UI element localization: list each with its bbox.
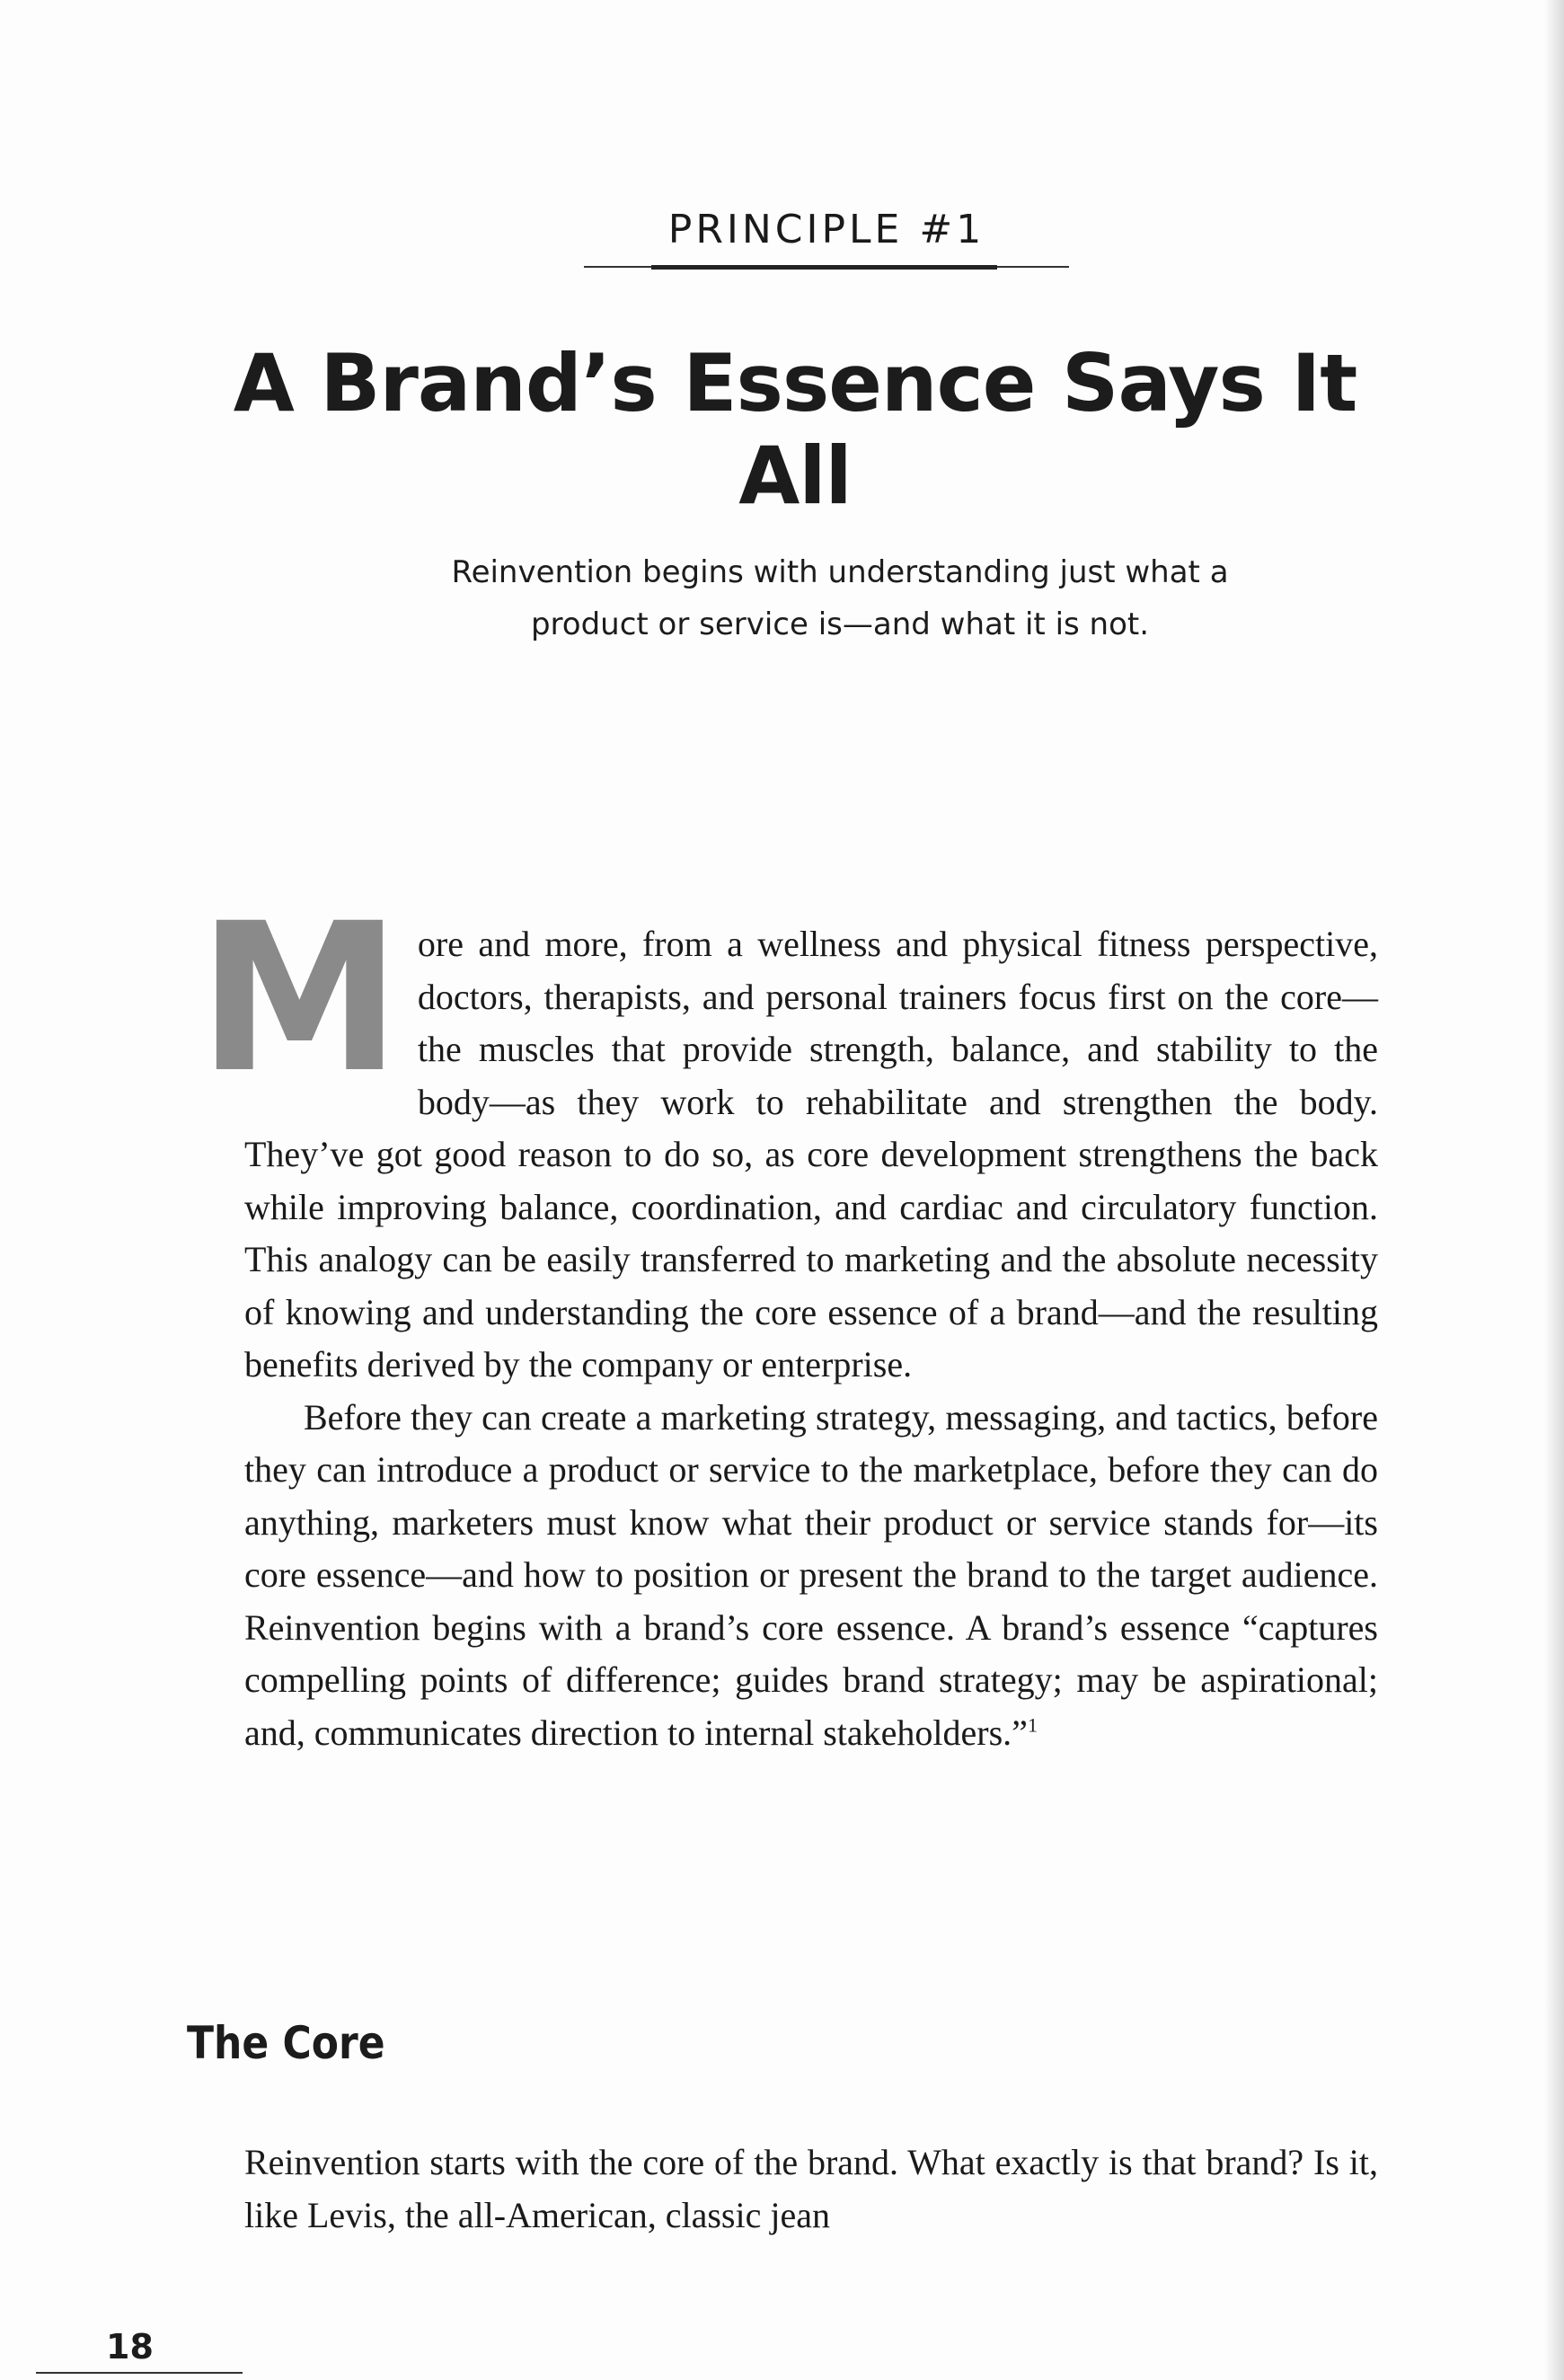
- subtitle-line-1: Reinvention begins with understanding just what a: [451, 554, 1229, 590]
- paragraph-1-text: ore and more, from a wellness and physical fitness perspective, doctors, therapists, and personal trainers focus first on the core—the muscles that provide strength, balance, and stability to the body—as they work to rehabilitate and strengthen the body. They’ve got good reason to do so, as core development strengthens the back while improving balance, coordination, and cardiac and circulatory function. This analogy can be easily transferred to marketing and the absolute necessity of knowing and understanding the core essence of a brand—and the resulting benefits derived by the company or enterprise.: [244, 924, 1378, 1385]
- footnote-reference[interactable]: 1: [1027, 1713, 1038, 1737]
- body-text: [198, 879, 1378, 1759]
- chapter-subtitle: [377, 546, 1303, 650]
- principle-header: [584, 207, 1069, 258]
- body-paragraph-1: [198, 879, 1378, 1392]
- chapter-title: A Brand’s Essence Says It All: [233, 337, 1357, 522]
- section-heading: The Core: [187, 2017, 385, 2069]
- drop-cap: M: [198, 879, 398, 1118]
- page-number-rule: [36, 2372, 243, 2374]
- page-edge-shadow: [1544, 0, 1564, 2380]
- body-paragraph-2: [244, 1392, 1378, 1760]
- paragraph-2-text: Before they can create a marketing strategy, messaging, and tactics, before they can introduce a product or service to the marketplace, before they can do anything, marketers must know what their product or service stands for—its core essence—and how to position or present the brand to the target audience. Reinvention begins with a brand’s core essence. A brand’s essence “captures compelling points of difference; guides brand strategy; may be aspirational; and, communicates direction to internal stakeholders.”: [244, 1396, 1378, 1753]
- subtitle-line-2: product or service is—and what it is not.: [530, 606, 1150, 642]
- page-number: 18: [106, 2327, 154, 2367]
- section-paragraph: Reinvention starts with the core of the brand. What exactly is that brand? Is it, like Levis, the all-American, classic jean: [244, 2142, 1378, 2235]
- principle-label: PRINCIPLE #1: [667, 207, 985, 252]
- principle-underline: [651, 265, 997, 270]
